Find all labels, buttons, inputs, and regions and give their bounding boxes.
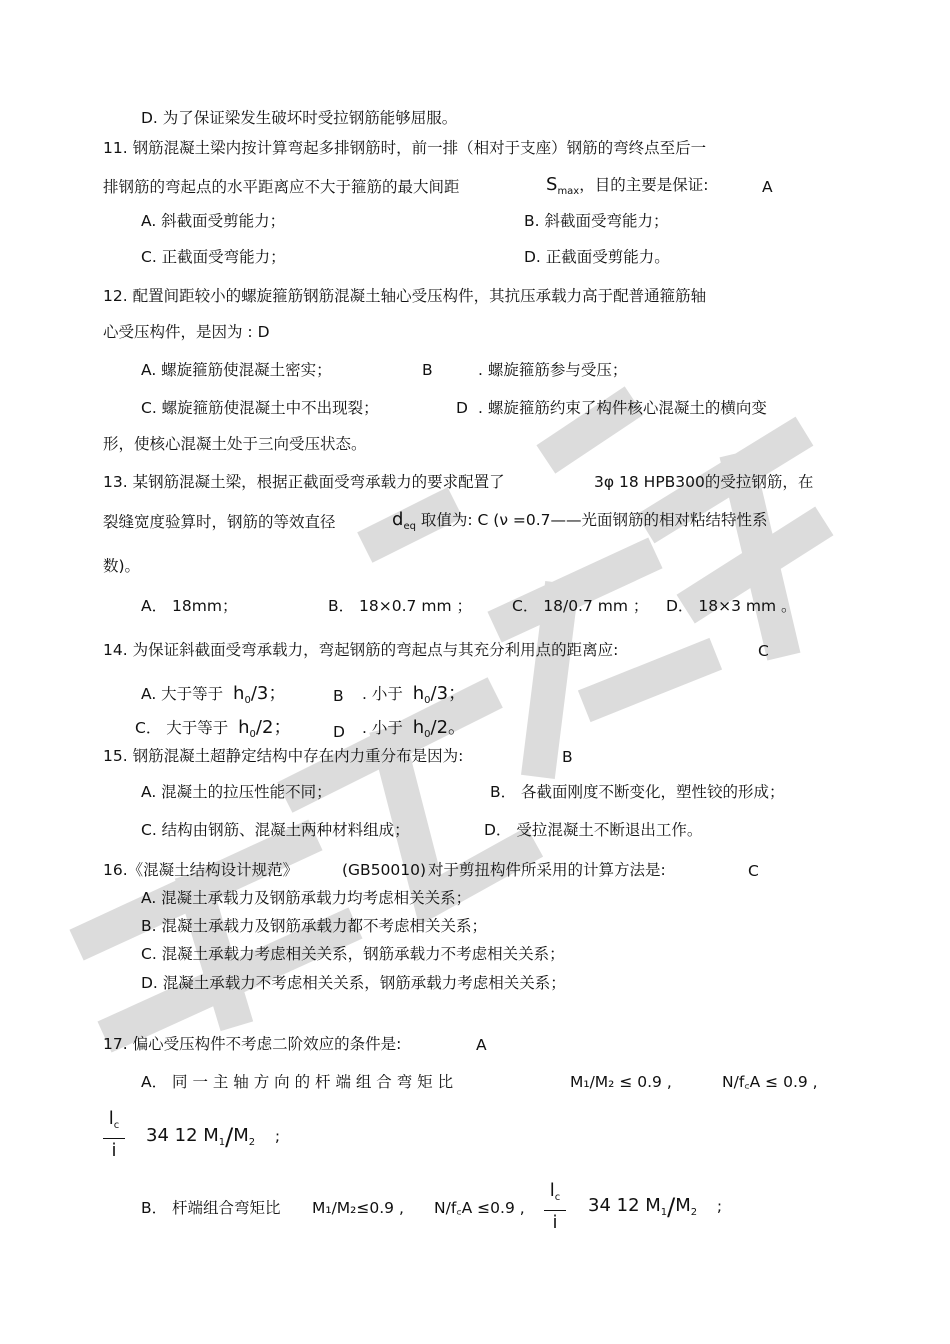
q14-option-d: . 小于 $h_0/2$。: [362, 717, 467, 740]
q14-stem: 14. 为保证斜截面受弯承载力，弯起钢筋的弯起点与其充分利用点的距离应:: [103, 641, 619, 659]
q11-stem-line1: 11. 钢筋混凝土梁内按计算弯起多排钢筋时，前一排（相对于支座）钢筋的弯终点至后一: [103, 139, 707, 157]
q15-option-b: B． 各截面刚度不断变化，塑性铰的形成；: [490, 783, 785, 801]
q12-stem-line1: 12. 配置间距较小的螺旋箍筋钢筋混凝土轴心受压构件，其抗压承载力高于配普通箍筋轴: [103, 287, 707, 305]
q15-option-c: C. 结构由钢筋、混凝土两种材料组成；: [141, 821, 410, 839]
q16-answer: C: [748, 862, 759, 880]
q12-option-b-letter: B: [422, 361, 433, 379]
q17-option-a-axial: N/f꜀A ≤ 0.9 ,: [722, 1073, 818, 1091]
q11-smax: $S_{max}$，目的主要是保证:: [546, 174, 709, 197]
q14-option-b-letter: B: [333, 687, 344, 705]
q17-stem: 17. 偏心受压构件不考虑二阶效应的条件是:: [103, 1035, 402, 1053]
q12-option-d: . 螺旋箍筋约束了构件核心混凝土的横向变: [478, 399, 767, 417]
q16-option-b: B. 混凝土承载力及钢筋承载力都不考虑相关关系；: [141, 917, 487, 935]
q11-stem-line2: 排钢筋的弯起点的水平距离应不大于箍筋的最大间距: [103, 178, 460, 196]
q16-option-c: C. 混凝土承载力考虑相关关系，钢筋承载力不考虑相关关系；: [141, 945, 565, 963]
q14-answer: C: [758, 642, 769, 660]
q16-stem: 16.《混凝土结构设计规范》: [103, 861, 299, 879]
q13-option-c: C． 18/0.7 mm ；: [512, 597, 649, 615]
q15-answer: B: [562, 748, 573, 766]
q12-stem-line2: 心受压构件，是因为 : D: [103, 323, 270, 341]
q16-stem-cont: 对于剪扭构件所采用的计算方法是:: [428, 861, 666, 879]
q17-option-a: A． 同 一 主 轴 方 向 的 杆 端 组 合 弯 矩 比: [141, 1073, 454, 1091]
q13-option-d: D． 18×3 mm 。: [666, 597, 797, 615]
q15-stem: 15. 钢筋混凝土超静定结构中存在内力重分布是因为:: [103, 747, 464, 765]
q10-option-d: D. 为了保证梁发生破坏时受拉钢筋能够屈服。: [141, 109, 458, 127]
q14-option-c: C． 大于等于 $h_0/2$；: [135, 717, 292, 740]
q14-option-b: . 小于 $h_0/3$；: [362, 683, 467, 706]
q11-option-b: B. 斜截面受弯能力；: [524, 212, 669, 230]
q14-option-a: A. 大于等于 $h_0/3$；: [141, 683, 287, 706]
q13-stem-line3: 数)。: [103, 557, 141, 575]
q11-option-a: A. 斜截面受剪能力；: [141, 212, 286, 230]
q11-option-d: D. 正截面受剪能力。: [524, 248, 670, 266]
q14-option-d-letter: D: [333, 723, 345, 741]
q12-option-d-cont: 形，使核心混凝土处于三向受压状态。: [103, 435, 367, 453]
q16-code: (GB50010): [342, 861, 427, 879]
q11-option-c: C. 正截面受弯能力；: [141, 248, 286, 266]
q12-option-b: . 螺旋箍筋参与受压；: [478, 361, 628, 379]
q12-option-d-letter: D: [456, 399, 468, 417]
q17-b-slenderness-fraction: $l_c$ i: [544, 1182, 566, 1232]
q13-stem-line2: 裂缝宽度验算时，钢筋的等效直径: [103, 513, 336, 531]
q13-option-b: B． 18×0.7 mm ；: [328, 597, 472, 615]
q17-option-b-ratio: M₁/M₂≤0.9 ,: [312, 1199, 404, 1217]
q17-b-limit: 34 12 $M_1/M_2$ ;: [588, 1193, 723, 1221]
q11-answer: A: [762, 178, 773, 196]
q17-answer: A: [476, 1036, 487, 1054]
q17-option-b: B． 杆端组合弯矩比: [141, 1199, 281, 1217]
q12-option-a: A. 螺旋箍筋使混凝土密实；: [141, 361, 332, 379]
q13-stem-line1: 13. 某钢筋混凝土梁，根据正截面受弯承载力的要求配置了: [103, 473, 505, 491]
q17-option-a-ratio: M₁/M₂ ≤ 0.9 ,: [570, 1073, 672, 1091]
q16-option-a: A. 混凝土承载力及钢筋承载力均考虑相关关系；: [141, 889, 472, 907]
q17-a-limit: 34 12 $M_1/M_2$ ;: [146, 1123, 281, 1151]
q15-option-a: A. 混凝土的拉压性能不同；: [141, 783, 332, 801]
q13-deq: $d_{eq}$ 取值为: C (ν =0.7——光面钢筋的相对粘结特性系: [392, 509, 768, 532]
q17-option-b-axial: N/f꜀A ≤0.9 ,: [434, 1199, 525, 1217]
q12-option-c: C. 螺旋箍筋使混凝土中不出现裂；: [141, 399, 379, 417]
q16-option-d: D. 混凝土承载力不考虑相关关系，钢筋承载力考虑相关关系；: [141, 974, 566, 992]
q13-option-a: A． 18mm；: [141, 597, 238, 615]
q17-a-slenderness-fraction: $l_c$ i: [103, 1110, 125, 1160]
q15-option-d: D． 受拉混凝土不断退出工作。: [484, 821, 703, 839]
q13-bars: 3φ 18 HPB300的受拉钢筋，在: [594, 473, 814, 491]
